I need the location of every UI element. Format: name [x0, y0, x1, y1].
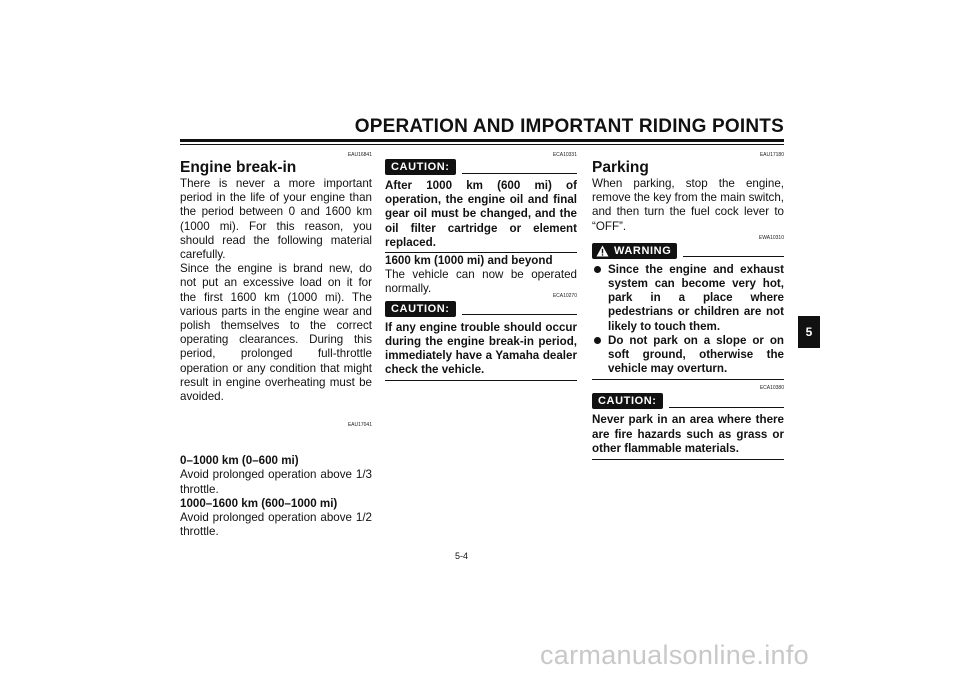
subheading: 1600 km (1000 mi) and beyond	[385, 254, 553, 268]
chapter-tab: 5	[798, 316, 820, 348]
bullet-icon	[594, 266, 601, 273]
ref-code: EAU16841	[347, 152, 372, 158]
header-rule	[180, 139, 784, 142]
caution-label: CAUTION:	[385, 159, 456, 175]
paragraph: Avoid prolonged operation above 1/2 throttle.	[180, 511, 372, 539]
paragraph: Since the engine is brand new, do not put an excessive load on it for the first 1600 km (1000 mi). The various parts in the engine wear and polish themselves to the correct operating clearances. During this period, prolonged full-throttle operation or any condition that might result in engine overheating must be avoided.	[180, 262, 372, 404]
header-rule-thin	[180, 144, 784, 145]
ref-code: EAU17180	[759, 152, 784, 158]
paragraph: The vehicle can now be operated normally.	[385, 268, 577, 296]
divider	[669, 407, 784, 408]
section-heading-parking: Parking	[592, 159, 649, 176]
divider	[462, 173, 577, 174]
caution-text: After 1000 km (600 mi) of operation, the engine oil and final gear oil must be changed, and the oil filter cartridge or element replaced.	[385, 179, 577, 249]
ref-code: ECA10331	[552, 152, 577, 158]
subheading: 0–1000 km (0–600 mi)	[180, 454, 299, 468]
divider	[385, 380, 577, 381]
page-title: OPERATION AND IMPORTANT RIDING POINTS	[354, 116, 784, 137]
ref-code: ECA10270	[552, 292, 577, 299]
warning-triangle-icon	[596, 245, 609, 257]
caution-label: CAUTION:	[385, 301, 456, 317]
section-heading-engine-break-in: Engine break-in	[180, 159, 297, 176]
paragraph: When parking, stop the engine, remove the key from the main switch, and then turn the fuel cock lever to “OFF”.	[592, 177, 785, 233]
warning-list	[592, 263, 784, 377]
watermark: carmanualsonline.info	[540, 640, 809, 670]
list-item: Since the engine and exhaust system can become very hot, park in a place where pedestrians or children are not likely to touch them.	[592, 263, 784, 334]
subheading: 1000–1600 km (600–1000 mi)	[180, 496, 338, 510]
divider	[385, 252, 577, 253]
list-item: Do not park on a slope or on soft ground, otherwise the vehicle may overturn.	[592, 334, 784, 377]
ref-code: EWA10310	[758, 234, 784, 241]
paragraph: There is never a more important period in the life of your engine than the period between 0 and 1600 km (1000 mi). For this reason, you should read the following material carefully.	[180, 177, 372, 262]
paragraph: Avoid prolonged operation above 1/3 throttle.	[180, 468, 372, 496]
column-1	[180, 152, 372, 539]
divider	[592, 379, 784, 380]
ref-code: ECA10380	[759, 385, 784, 392]
caution-label: CAUTION:	[592, 393, 663, 409]
page-number: 5-4	[455, 551, 469, 561]
column-3	[592, 152, 784, 460]
warning-label	[592, 243, 677, 259]
divider	[592, 459, 784, 460]
column-2	[385, 152, 577, 381]
divider	[462, 314, 577, 315]
bullet-icon	[594, 337, 601, 344]
ref-code: EAU17041	[347, 422, 372, 429]
caution-text: Never park in an area where there are fire hazards such as grass or other flammable materials.	[592, 413, 784, 455]
caution-text: If any engine trouble should occur during the engine break-in period, immediately have a Yamaha dealer check the vehicle.	[385, 320, 577, 377]
divider	[683, 256, 784, 257]
warning-label-text: WARNING	[614, 244, 672, 257]
